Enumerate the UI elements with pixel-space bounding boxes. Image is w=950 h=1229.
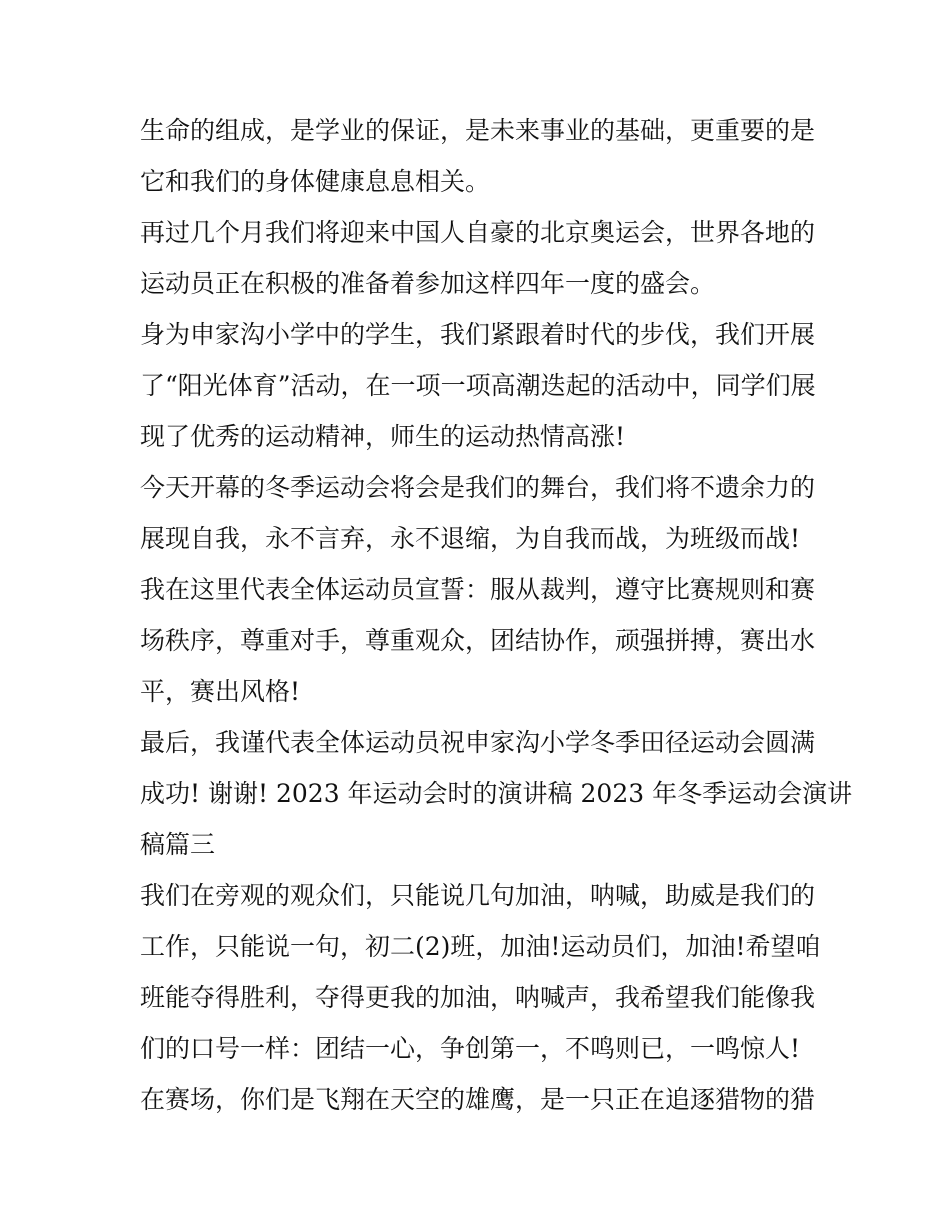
text-line: 再过几个月我们将迎来中国人自豪的北京奥运会，世界各地的 [140, 218, 816, 247]
text-line: 稿篇三 [140, 830, 216, 859]
text-line: 工作，只能说一句，初二(2)班，加油!运动员们，加油!希望咱 [140, 932, 821, 961]
text-line: 班能夺得胜利，夺得更我的加油，呐喊声，我希望我们能像我 [140, 983, 816, 1012]
document-body [140, 105, 853, 1125]
text-line: 我们在旁观的观众们，只能说几句加油，呐喊，助威是我们的 [140, 881, 816, 910]
text-line: 最后，我谨代表全体运动员祝申家沟小学冬季田径运动会圆满 [140, 728, 816, 757]
text-line: 了“阳光体育”活动，在一项一项高潮迭起的活动中，同学们展 [140, 371, 816, 400]
text-line: 平，赛出风格! [140, 677, 301, 706]
text-line: 现了优秀的运动精神，师生的运动热情高涨! [140, 422, 626, 451]
text-line: 今天开幕的冬季运动会将会是我们的舞台，我们将不遗余力的 [140, 473, 816, 502]
text-line: 身为申家沟小学中的学生，我们紧跟着时代的步伐，我们开展 [140, 320, 816, 349]
text-line: 运动员正在积极的准备着参加这样四年一度的盛会。 [140, 269, 716, 298]
text-line: 成功! 谢谢! 2023 年运动会时的演讲稿 2023 年冬季运动会演讲 [140, 779, 853, 808]
text-line: 展现自我，永不言弃，永不退缩，为自我而战，为班级而战! [140, 524, 801, 553]
text-line: 我在这里代表全体运动员宣誓：服从裁判，遵守比赛规则和赛 [140, 575, 816, 604]
text-line: 生命的组成，是学业的保证，是未来事业的基础，更重要的是 [140, 116, 816, 145]
text-line: 们的口号一样：团结一心，争创第一，不鸣则已，一鸣惊人! [140, 1034, 801, 1063]
text-line: 场秩序，尊重对手，尊重观众，团结协作，顽强拼搏，赛出水 [140, 626, 816, 655]
text-line: 在赛场，你们是飞翔在天空的雄鹰，是一只正在追逐猎物的猎 [140, 1085, 816, 1114]
text-line: 它和我们的身体健康息息相关。 [140, 167, 491, 196]
